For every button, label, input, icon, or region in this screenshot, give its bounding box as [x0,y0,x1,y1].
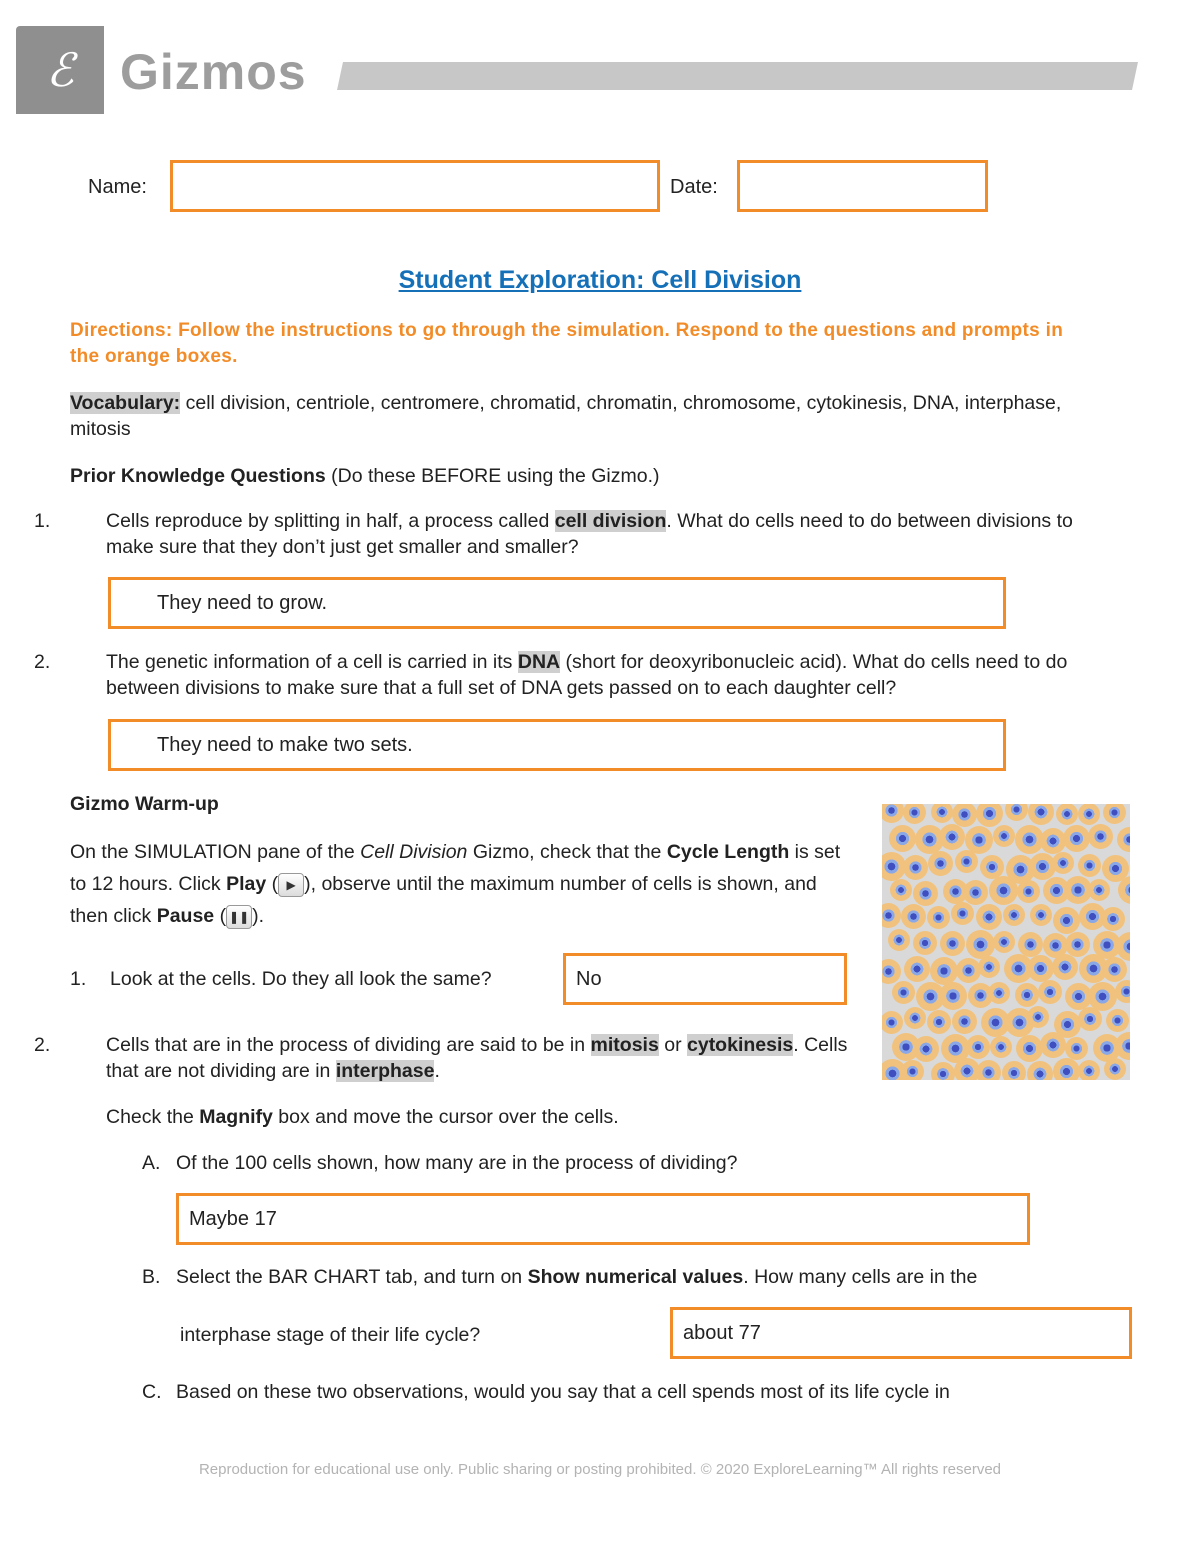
vocab-term: mitosis [590,1034,659,1056]
cell-graphic [913,881,938,906]
question-text: (short for deoxyribonucleic acid). What do cells need to do between divisions to make sure that a full set of DNA gets passed on to each daughter cell? [106,651,1068,699]
answer-box-a[interactable]: Maybe 17 [176,1193,1030,1245]
date-field[interactable] [737,160,988,212]
cell-graphic [1104,1058,1126,1080]
intro-text: Gizmo, check that the [467,841,667,863]
question-text: The genetic information of a cell is carried in its [106,651,518,673]
cell-graphic [990,1036,1012,1058]
cell-graphic [904,1007,926,1029]
cell-graphic [952,804,977,827]
answer-box-1[interactable]: They need to grow. [108,577,1006,629]
vocab-term: cytokinesis [687,1034,794,1056]
warmup-question-2 [34,1032,866,1084]
cell-graphic [1063,825,1090,852]
question-text: . [434,1060,440,1082]
prior-question-2 [34,649,1116,701]
cell-graphic [913,931,937,955]
question-text: Select the BAR CHART tab, and turn on [176,1266,528,1288]
cell-graphic [1078,804,1100,825]
cell-graphic [1016,1035,1043,1062]
prior-question-1 [34,508,1116,560]
vocab-term: interphase [335,1060,435,1082]
cell-graphic [1106,1009,1129,1032]
question-text: Look at the cells. Do they all look the same? [110,968,492,990]
cell-graphic [1052,954,1078,980]
cell-graphic [1018,932,1043,957]
prior-knowledge-heading [70,463,1100,489]
cell-graphic [963,880,988,905]
cell-graphic [1040,828,1066,854]
cell-graphic [903,855,928,880]
cell-graphic [976,804,1003,827]
cell-graphic [966,930,995,959]
cell-graphic [1030,904,1052,926]
warmup-intro [70,836,860,932]
question-text: . What do cells need to do between divisions to make sure that they don’t just get smaller and smaller? [106,510,1073,558]
cell-graphic [1017,880,1040,903]
cell-graphic [1028,804,1054,825]
vocab-term: cell division [554,510,667,532]
question-b-line2: interphase stage of their life cycle? [180,1324,481,1346]
cell-graphic [930,957,958,985]
question-text: Cells that are in the process of dividing are said to be in [106,1034,591,1056]
cell-graphic [993,931,1015,953]
cell-graphic [1065,932,1090,957]
cell-graphic [976,904,1002,930]
intro-text: ), observe until the maximum number of cells is shown, and then click [70,873,817,927]
cell-graphic [1052,852,1074,874]
cell-graphic [1053,1058,1080,1080]
question-number: 1. [34,510,51,532]
header-bar [337,62,1138,90]
question-letter: B. [142,1266,161,1288]
cell-graphic [1038,980,1062,1004]
question-text: or [658,1034,687,1056]
cell-graphic [976,1060,1001,1080]
brand-name: Gizmos [120,44,307,100]
question-text: . How many cells are in the [743,1266,978,1288]
intro-text: is set to 12 hours. Click [70,841,841,895]
question-a [142,1150,1042,1176]
term-magnify: Magnify [199,1106,273,1128]
vocabulary [70,390,1100,442]
explorelearning-logo: ℰ [16,26,104,114]
question-text: Cells reproduce by splitting in half, a process called [106,510,555,532]
warmup-heading: Gizmo Warm-up [70,793,219,815]
cell-graphic [939,982,967,1010]
cells-simulation-image [882,804,1130,1080]
name-label: Name: [88,176,147,198]
cell-graphic [1115,980,1130,1003]
vocabulary-label: Vocabulary: [70,392,181,414]
cell-graphic [1027,1006,1049,1028]
instruction-text: box and move the cursor over the cells. [272,1106,619,1128]
warmup-question-1 [70,966,550,992]
heading-text: Prior Knowledge Questions [70,465,326,487]
cell-graphic [927,906,950,929]
answer-box-2[interactable]: They need to make two sets. [108,719,1006,771]
cell-graphic [882,903,901,928]
question-letter: C. [142,1381,162,1403]
question-text: Of the 100 cells shown, how many are in the process of dividing? [176,1152,738,1174]
term-cycle-length: Cycle Length [666,841,790,863]
cell-graphic [882,1011,903,1034]
intro-text: ). [252,905,264,927]
cell-graphic [927,1010,951,1034]
cell-graphic [951,902,974,925]
vocabulary-text: cell division, centriole, centromere, chromatid, chromatin, chromosome, cytokinesis, DNA, interphase, mitosis [70,392,1062,440]
answer-box-warmup-1[interactable]: No [563,953,847,1005]
term-show-numerical-values: Show numerical values [527,1266,744,1288]
term-play: Play [226,873,267,895]
cell-graphic [890,879,912,901]
cell-graphic [989,876,1018,905]
cell-graphic [1005,804,1028,821]
question-text: Based on these two observations, would you say that a cell spends most of its life cycle in [176,1381,950,1403]
cell-graphic [901,904,926,929]
cell-graphic [1040,1032,1066,1058]
cell-graphic [1027,955,1054,982]
cell-graphic [1053,907,1080,934]
question-number: 2. [34,1034,51,1056]
question-b [142,1264,1102,1290]
cell-graphic [1088,824,1113,849]
cell-graphic [1056,804,1078,825]
cell-graphic [940,931,965,956]
vocab-term: DNA [517,651,561,673]
heading-note: (Do these BEFORE using the Gizmo.) [325,465,660,487]
instruction-text: Check the [106,1106,200,1128]
cell-graphic [939,824,965,850]
cell-graphic [978,956,1000,978]
cell-graphic [888,929,910,951]
cell-graphic [988,982,1010,1004]
cell-graphic [1002,1061,1026,1080]
cell-graphic [1103,804,1126,824]
intro-text: ( [266,873,279,895]
term-pause: Pause [156,905,215,927]
play-icon: ▶ [278,873,304,897]
page-title: Student Exploration: Cell Division [398,266,802,294]
name-field[interactable] [170,160,660,212]
cell-graphic [904,956,930,982]
intro-text: ( [214,905,227,927]
cell-graphic [1078,854,1101,877]
cell-graphic [955,850,978,873]
cell-graphic [1003,904,1025,926]
question-c [142,1379,1102,1405]
question-number: 1. [70,968,87,990]
footer-copyright: Reproduction for educational use only. Public sharing or posting prohibited. © 2020 ExploreLearning™ All rights reserved [198,1461,1002,1478]
cell-graphic [1065,1037,1088,1060]
pause-icon: ❚❚ [226,905,252,929]
magnify-instruction [106,1104,1006,1130]
date-label: Date: [670,176,718,198]
cell-graphic [882,959,901,984]
cell-graphic [1101,907,1125,931]
answer-box-b[interactable]: about 77 [670,1307,1132,1359]
cell-graphic [952,1009,977,1034]
question-text: . Cells that are not dividing are in [106,1034,848,1082]
cell-graphic [1027,1061,1053,1080]
cell-graphic [1117,827,1130,852]
gizmo-name: Cell Division [360,841,468,863]
intro-text: On the SIMULATION pane of the [70,841,361,863]
cell-graphic [1078,1007,1102,1031]
cell-graphic [928,851,953,876]
cell-graphic [931,804,953,823]
cell-graphic [903,804,926,824]
cell-graphic [1102,957,1127,982]
question-letter: A. [142,1152,161,1174]
cell-graphic [993,825,1015,847]
cell-graphic [901,1060,924,1080]
cell-graphic [913,1036,939,1062]
cell-graphic [882,804,904,823]
cell-graphic [892,981,915,1004]
cell-graphic [1078,1060,1100,1080]
directions: Directions: Follow the instructions to go through the simulation. Respond to the questions and prompts in the orange boxes. [70,320,1064,367]
question-number: 2. [34,651,51,673]
cell-graphic [1088,879,1110,901]
cell-graphic [889,825,916,852]
cell-graphic [956,958,981,983]
cell-graphic [1015,983,1039,1007]
cell-graphic [966,1035,990,1059]
cell-graphic [931,1062,955,1080]
